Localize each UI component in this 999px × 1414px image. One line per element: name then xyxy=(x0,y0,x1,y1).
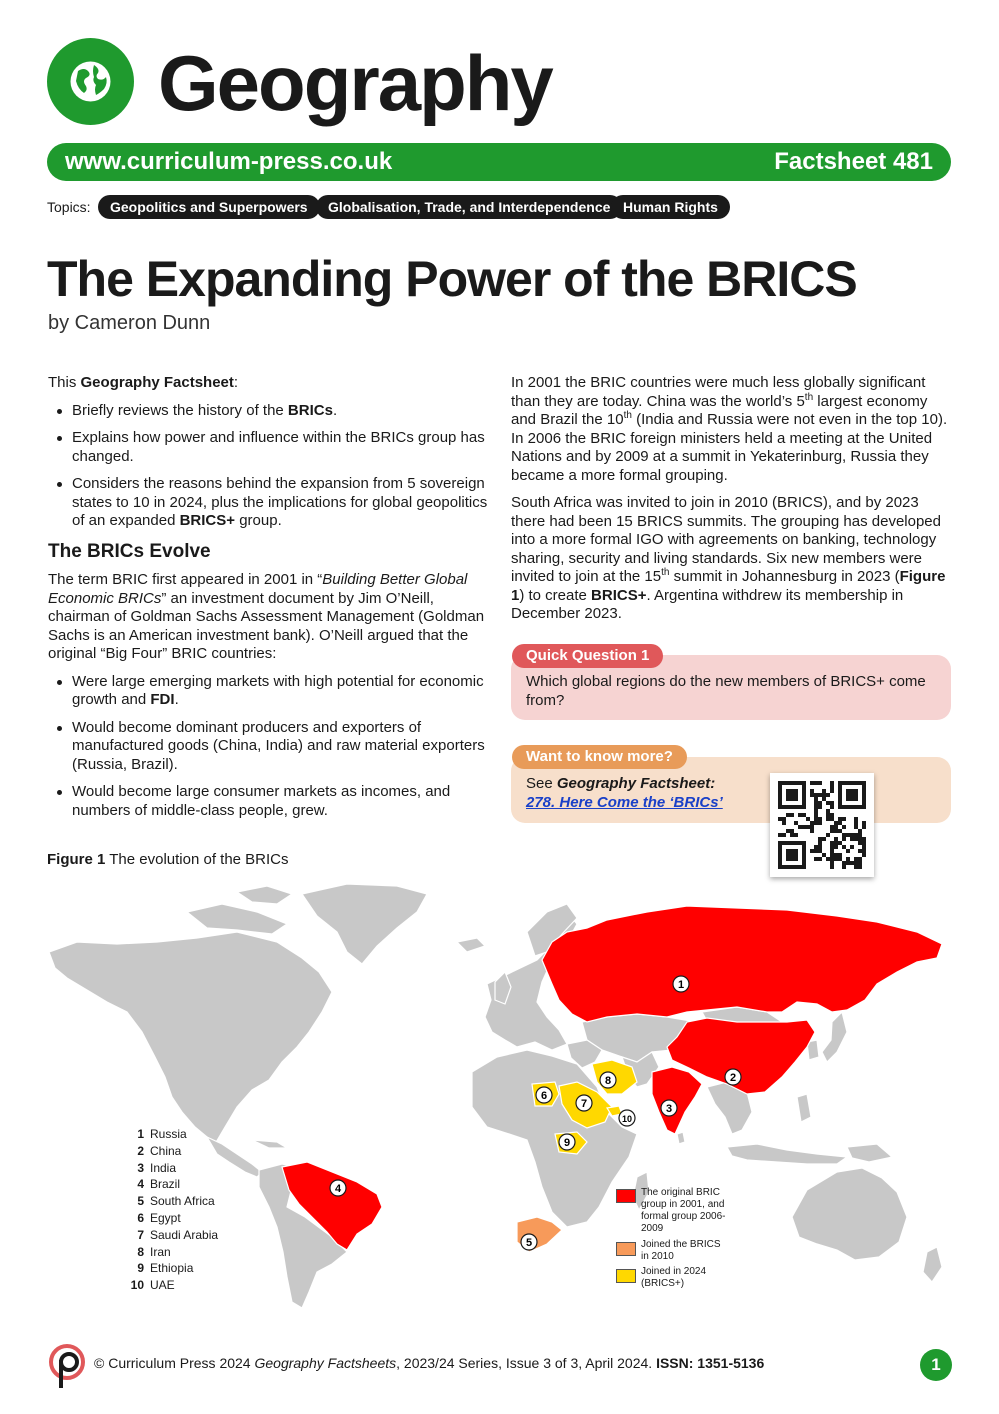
legend-country-name: India xyxy=(150,1160,177,1175)
legend-row xyxy=(128,1260,218,1277)
legend-swatch xyxy=(616,1269,636,1283)
country-marker xyxy=(600,1072,616,1088)
list-item: Explains how power and influence within the BRICs group has changed. xyxy=(48,429,488,466)
svg-text:10: 10 xyxy=(621,1114,633,1124)
legend-number: 5 xyxy=(137,1194,144,1209)
country-marker xyxy=(619,1110,635,1126)
legend-number: 3 xyxy=(137,1160,144,1175)
svg-text:1: 1 xyxy=(677,979,685,991)
indonesia-shape xyxy=(727,1144,847,1164)
globe-logo xyxy=(47,38,134,125)
topic-pill[interactable]: Human Rights xyxy=(611,195,730,219)
author-byline: by Cameron Dunn xyxy=(48,312,211,334)
legend-row xyxy=(128,1277,218,1294)
legend-row xyxy=(128,1227,218,1244)
country-marker xyxy=(576,1095,592,1111)
svg-text:8: 8 xyxy=(604,1075,612,1087)
body-paragraph: South Africa was invited to join in 2010 (BRICS), and by 2023 there had been 15 BRICS summits. The grouping has developed into a more formal IGO with agreements on banking, technology sharing, security and living standards. Six new members were invited to join at the 15th summit in Johannesburg in 2023 (Figure 1) to create BRICS+. Argentina withdrew its membership in December 2023. xyxy=(511,494,946,622)
brand-title: Geography xyxy=(158,39,552,127)
north-america-shape xyxy=(49,932,332,1144)
sri-lanka-shape xyxy=(677,1132,685,1144)
topic-pill[interactable]: Globalisation, Trade, and Interdependence xyxy=(316,195,622,219)
section-heading: The BRICs Evolve xyxy=(48,540,211,562)
arctic-islands-shape xyxy=(237,886,292,904)
legend-row xyxy=(128,1210,218,1227)
legend-country-name: Russia xyxy=(150,1127,187,1141)
country-legend xyxy=(128,1126,218,1294)
topic-pill[interactable]: Geopolitics and Superpowers xyxy=(98,195,320,219)
legend-number: 9 xyxy=(137,1261,144,1276)
new-zealand-shape xyxy=(923,1247,942,1282)
legend-country-name: Saudi Arabia xyxy=(150,1227,219,1242)
legend-number: 1 xyxy=(137,1127,144,1141)
bric-claims-list xyxy=(48,673,488,821)
qr-code[interactable] xyxy=(770,773,874,877)
legend-swatch xyxy=(616,1242,636,1256)
topics-label: Topics: xyxy=(47,199,91,215)
svg-text:5: 5 xyxy=(525,1237,533,1249)
body-paragraph: In 2001 the BRIC countries were much less globally significant than they are today. China was the world’s 5th largest economy and Brazil the 10th (India and Russia were not even in the top 10). In 2006 the BRIC foreign ministers held a meeting at the United Nations and by 2009 at a summit in Yekaterinburg, Russia they became a more formal grouping. xyxy=(511,374,948,484)
factsheet-number: Factsheet 481 xyxy=(774,148,933,175)
japan-shape xyxy=(822,1012,847,1062)
legend-row xyxy=(128,1143,218,1160)
list-item: Considers the reasons behind the expansion from 5 sovereign states to 10 in 2024, plus the implications for global geopolitics of an expanded BRICS+ group. xyxy=(48,475,488,531)
want-more-tag: Want to know more? xyxy=(512,745,687,769)
page-title: The Expanding Power of the BRICS xyxy=(47,251,857,307)
legend-country-name: UAE xyxy=(150,1278,175,1293)
list-item: Would become dominant producers and exporters of manufactured goods (China, India) and raw material exporters (Russia, Brazil). xyxy=(48,719,488,775)
list-item: Briefly reviews the history of the BRICs. xyxy=(48,402,488,421)
country-marker xyxy=(725,1069,741,1085)
australia-shape xyxy=(792,1168,907,1260)
quick-question-text: Which global regions do the new members of BRICS+ come from? xyxy=(526,673,926,709)
svg-text:7: 7 xyxy=(580,1098,588,1110)
svg-text:3: 3 xyxy=(665,1103,673,1115)
legend-number: 2 xyxy=(137,1143,144,1158)
publisher-logo xyxy=(47,1344,87,1388)
new-guinea-shape xyxy=(847,1144,892,1162)
legend-row xyxy=(128,1193,218,1210)
svg-text:6: 6 xyxy=(540,1090,548,1102)
legend-label: The original BRIC group in 2001, and formal group 2006-2009 xyxy=(641,1187,726,1234)
country-marker xyxy=(559,1134,575,1150)
legend-number: 7 xyxy=(137,1227,144,1242)
factsheet-link[interactable]: 278. Here Come the ‘BRICs’ xyxy=(526,793,723,811)
country-marker xyxy=(536,1087,552,1103)
legend-country-name: Iran xyxy=(150,1244,171,1259)
country-marker xyxy=(521,1234,537,1250)
page-number: 1 xyxy=(920,1349,952,1381)
legend-swatch xyxy=(616,1189,636,1203)
russia-shape xyxy=(542,906,942,1022)
caribbean-shape xyxy=(252,1140,287,1148)
legend-country-name: Brazil xyxy=(150,1177,181,1192)
right-column xyxy=(511,374,951,633)
country-marker xyxy=(661,1100,677,1116)
legend-row xyxy=(128,1176,218,1193)
legend-country-name: China xyxy=(150,1143,182,1158)
footer-copyright: © Curriculum Press 2024 Geography Factsheets, 2023/24 Series, Issue 3 of 3, April 2024. ISSN: 1351-5136 xyxy=(94,1355,765,1371)
intro-paragraph: This Geography Factsheet: xyxy=(48,374,239,391)
site-url-link[interactable]: www.curriculum-press.co.uk xyxy=(65,148,393,175)
list-item: Were large emerging markets with high potential for economic growth and FDI. xyxy=(48,673,488,710)
intro-list xyxy=(48,402,488,531)
globe-icon xyxy=(68,59,113,104)
legend-country-name: Ethiopia xyxy=(150,1261,194,1276)
legend-country-name: Egypt xyxy=(150,1210,181,1225)
header-bar xyxy=(47,143,951,181)
legend-row xyxy=(128,1126,218,1143)
svg-text:9: 9 xyxy=(563,1137,571,1149)
iceland-shape xyxy=(457,938,485,952)
want-more-text: See Geography Factsheet: 278. Here Come the ‘BRICs’ xyxy=(526,775,723,811)
legend-country-name: South Africa xyxy=(150,1194,215,1209)
svg-text:2: 2 xyxy=(729,1072,737,1084)
india-shape xyxy=(652,1067,702,1134)
figure-caption: Figure 1 The evolution of the BRICs xyxy=(47,851,289,868)
legend-label: Joined in 2024 (BRICS+) xyxy=(641,1266,707,1289)
country-marker xyxy=(330,1180,346,1196)
legend-number: 6 xyxy=(137,1210,144,1225)
quick-question-tag: Quick Question 1 xyxy=(512,644,663,668)
legend-label: Joined the BRICS in 2010 xyxy=(641,1239,721,1262)
legend-row xyxy=(128,1244,218,1261)
legend-number: 10 xyxy=(130,1278,144,1293)
legend-number: 4 xyxy=(137,1177,144,1192)
arctic-islands-shape xyxy=(187,904,287,934)
philippines-shape xyxy=(797,1094,811,1122)
greenland-shape xyxy=(302,884,427,964)
legend-row xyxy=(128,1160,218,1177)
left-column xyxy=(48,374,488,829)
svg-text:4: 4 xyxy=(334,1183,342,1195)
country-marker xyxy=(673,976,689,992)
list-item: Would become large consumer markets as incomes, and numbers of middle-class people, grew. xyxy=(48,783,488,820)
body-paragraph: The term BRIC first appeared in 2001 in “Building Better Global Economic BRICs” an investment document by Jim O’Neill, chairman of Goldman Sachs Assessment Management (Goldman Sachs is an American investment bank). O’Neill argued that the original “Big Four” BRIC countries: xyxy=(48,571,485,662)
legend-number: 8 xyxy=(137,1244,144,1259)
